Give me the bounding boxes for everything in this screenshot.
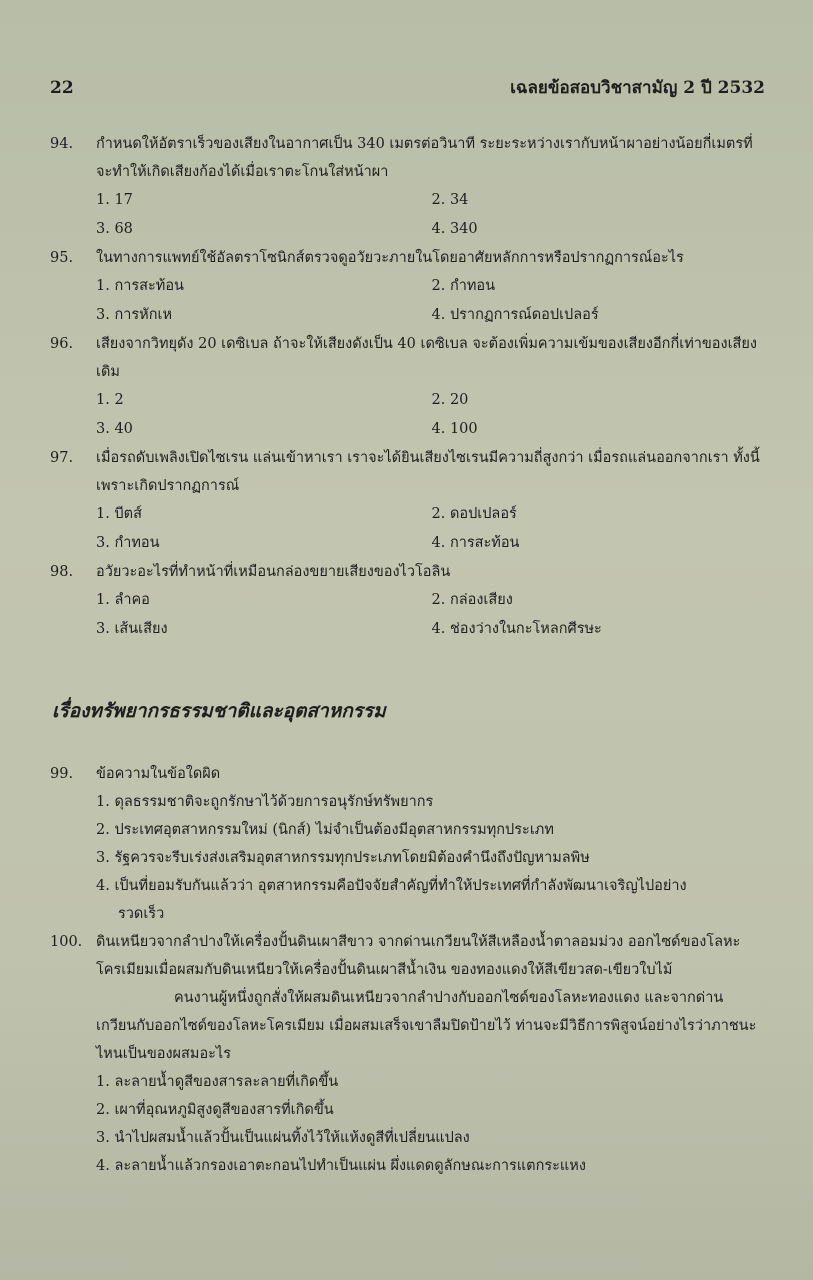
option-4: 4. ช่องว่างในกะโหลกศีรษะ (431, 621, 602, 637)
question-text: เมื่อรถดับเพลิงเปิดไซเรน แล่นเข้าหาเรา เราจะได้ยินเสียงไซเรนมีความถี่สูงกว่า เมื่อรถแล่นออกจากเรา ทั้งนี้เพราะเกิดปรากฏการณ์ (96, 450, 760, 494)
option-2: 2. 20 (431, 392, 469, 408)
question-text: เสียงจากวิทยุดัง 20 เดซิเบล ถ้าจะให้เสียงดังเป็น 40 เดซิเบล จะต้องเพิ่มความเข้มของเสียงอีกกี่เท่าของเสียงเดิม (96, 336, 757, 380)
question-text-part3: เกวียนกับออกไซด์ของโลหะโครเมียม เมื่อผสมเสร็จเขาลืมปิดป้ายไว้ ท่านจะมีวิธีการพิสูจน์อย่างไรว่าภาชนะไหนเป็นของผสมอะไร (96, 1018, 757, 1062)
question-94 (50, 130, 767, 244)
option-4: 4. เป็นที่ยอมรับกันแล้วว่า อุตสาหกรรมคือปัจจัยสำคัญที่ทำให้ประเทศที่กำลังพัฒนาเจริญไปอย่าง (96, 878, 687, 894)
question-number: 98. (50, 564, 74, 580)
option-1: 1. ดุลธรรมชาติจะถูกรักษาไว้ด้วยการอนุรักษ์ทรัพยากร (96, 794, 434, 810)
question-100 (50, 928, 767, 1180)
option-2: 2. 34 (431, 192, 469, 208)
question-number: 94. (50, 136, 74, 152)
question-number: 100. (50, 934, 83, 950)
option-4: 4. การสะท้อน (431, 535, 520, 551)
option-3: 3. เส้นเสียง (96, 621, 168, 637)
option-1: 1. 17 (96, 192, 133, 208)
option-1: 1. บีตส์ (96, 506, 142, 522)
option-3: 3. กำทอน (96, 535, 160, 551)
option-1: 1. ลำคอ (96, 592, 150, 608)
option-4: 4. ละลายน้ำแล้วกรองเอาตะกอนไปทำเป็นแผ่น ผึ่งแดดดูลักษณะการแตกระแหง (96, 1158, 586, 1174)
question-number: 95. (50, 250, 74, 266)
option-1: 1. 2 (96, 392, 124, 408)
option-2: 2. ดอปเปลอร์ (431, 506, 517, 522)
question-95 (50, 244, 767, 330)
section-title: เรื่องทรัพยากรธรรมชาติและอุตสาหกรรม (52, 700, 386, 722)
option-2: 2. เผาที่อุณหภูมิสูงดูสีของสารที่เกิดขึ้น (96, 1102, 334, 1118)
page-number: 22 (50, 78, 74, 98)
question-96 (50, 330, 767, 444)
question-text-part2: คนงานผู้หนึ่งถูกสั่งให้ผสมดินเหนียวจากลำปางกับออกไซด์ของโลหะทองแดง และจากด่าน (174, 990, 724, 1006)
option-4: 4. ปรากฏการณ์ดอปเปลอร์ (431, 307, 599, 323)
question-98 (50, 558, 767, 644)
question-text-part1: ดินเหนียวจากลำปางให้เครื่องปั้นดินเผาสีขาว จากด่านเกวียนให้สีเหลืองน้ำตาลอมม่วง ออกไซด์ของโลหะโครเมียมเมื่อผสมกับดินเหนียวให้เครื่องปั้นดินเผาสีน้ำเงิน ของทองแดงให้สีเขียวสด-เขียวใบไม้ (96, 934, 741, 978)
option-4: 4. 100 (431, 421, 478, 437)
question-number: 99. (50, 766, 74, 782)
page-body (50, 130, 767, 1180)
option-3: 3. 68 (96, 221, 133, 237)
option-3: 3. การหักเห (96, 307, 173, 323)
question-97 (50, 444, 767, 558)
question-text: ข้อความในข้อใดผิด (96, 766, 221, 782)
question-number: 97. (50, 450, 74, 466)
option-3: 3. นำไปผสมน้ำแล้วปั้นเป็นแผ่นทิ้งไว้ให้แห้งดูสีที่เปลี่ยนแปลง (96, 1130, 470, 1146)
question-99 (50, 760, 767, 928)
option-2: 2. ประเทศอุตสาหกรรมใหม่ (นิกส์) ไม่จำเป็นต้องมีอุตสาหกรรมทุกประเภท (96, 822, 554, 838)
page-header (50, 74, 765, 101)
option-4: 4. 340 (431, 221, 478, 237)
option-3: 3. 40 (96, 421, 133, 437)
question-number: 96. (50, 336, 74, 352)
question-text: ในทางการแพทย์ใช้อัลตราโซนิกส์ตรวจดูอวัยวะภายในโดยอาศัยหลักการหรือปรากฏการณ์อะไร (96, 250, 684, 266)
option-1: 1. การสะท้อน (96, 278, 184, 294)
option-2: 2. กล่องเสียง (431, 592, 513, 608)
question-text: กำหนดให้อัตราเร็วของเสียงในอากาศเป็น 340 เมตรต่อวินาที ระยะระหว่างเรากับหน้าผาอย่างน้อยกี่เมตรที่จะทำให้เกิดเสียงก้องได้เมื่อเราตะโกนใส่หน้าผา (96, 136, 753, 180)
option-1: 1. ละลายน้ำดูสีของสารละลายที่เกิดขึ้น (96, 1074, 339, 1090)
book-title: เฉลยข้อสอบวิชาสามัญ 2 ปี 2532 (510, 78, 765, 98)
option-3: 3. รัฐควรจะรีบเร่งส่งเสริมอุตสาหกรรมทุกประเภทโดยมิต้องคำนึงถึงปัญหามลพิษ (96, 850, 590, 866)
option-2: 2. กำทอน (431, 278, 496, 294)
option-4-continuation: รวดเร็ว (118, 906, 165, 922)
question-text: อวัยวะอะไรที่ทำหน้าที่เหมือนกล่องขยายเสียงของไวโอลิน (96, 564, 451, 580)
